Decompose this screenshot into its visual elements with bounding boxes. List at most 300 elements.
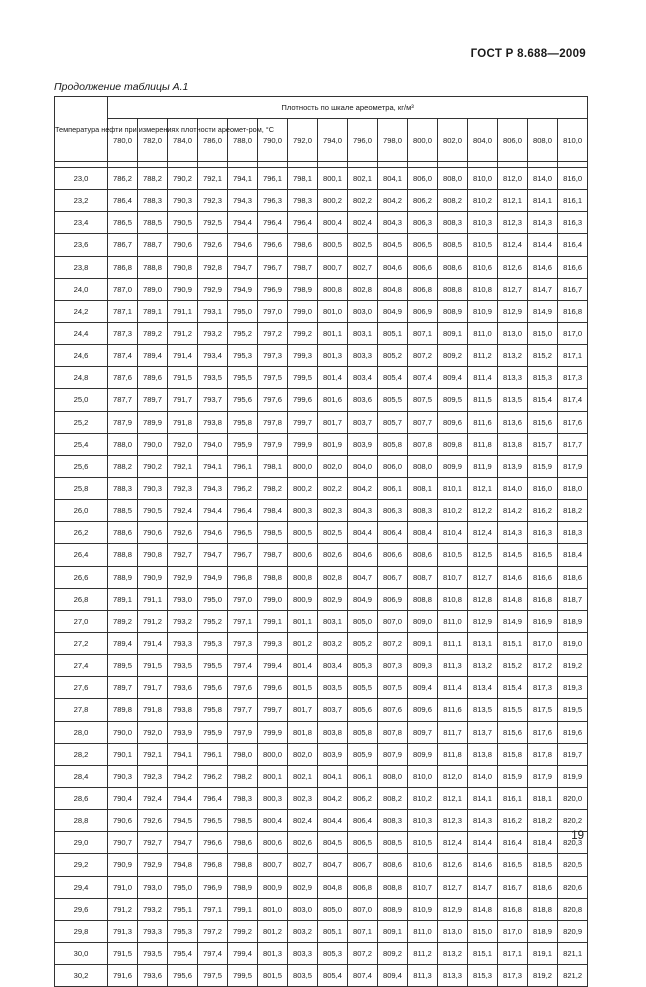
density-cell: 803,7: [318, 699, 348, 721]
density-cell: 796,1: [198, 743, 228, 765]
density-cell: 805,9: [348, 743, 378, 765]
density-cell: 812,1: [438, 787, 468, 809]
density-cell: 798,1: [288, 168, 318, 190]
density-cell: 798,2: [258, 477, 288, 499]
density-cell: 800,7: [318, 256, 348, 278]
density-column-header: 788,0: [228, 119, 258, 162]
density-cell: 810,8: [438, 588, 468, 610]
density-cell: 816,4: [558, 234, 588, 256]
density-cell: 814,4: [528, 234, 558, 256]
density-cell: 799,2: [228, 920, 258, 942]
density-cell: 817,9: [528, 765, 558, 787]
density-cell: 819,1: [528, 942, 558, 964]
density-cell: 793,7: [198, 389, 228, 411]
density-cell: 792,7: [168, 544, 198, 566]
density-cell: 811,7: [438, 721, 468, 743]
density-cell: 793,9: [168, 721, 198, 743]
density-cell: 790,9: [168, 278, 198, 300]
density-cell: 803,7: [348, 411, 378, 433]
density-cell: 796,9: [258, 278, 288, 300]
density-cell: 787,4: [108, 345, 138, 367]
density-cell: 806,4: [378, 522, 408, 544]
density-cell: 795,9: [228, 433, 258, 455]
density-cell: 804,9: [348, 588, 378, 610]
density-cell: 792,3: [168, 477, 198, 499]
density-cell: 812,0: [498, 168, 528, 190]
density-cell: 800,6: [288, 544, 318, 566]
density-cell: 809,6: [408, 699, 438, 721]
density-cell: 791,7: [168, 389, 198, 411]
density-cell: 806,6: [378, 544, 408, 566]
density-cell: 799,5: [228, 965, 258, 987]
density-cell: 792,9: [138, 854, 168, 876]
density-cell: 808,5: [438, 234, 468, 256]
temperature-cell: 29,0: [55, 832, 108, 854]
density-cell: 803,1: [318, 610, 348, 632]
density-cell: 793,0: [138, 876, 168, 898]
density-cell: 795,0: [198, 588, 228, 610]
density-cell: 792,1: [168, 455, 198, 477]
density-cell: 792,4: [168, 500, 198, 522]
density-cell: 802,2: [348, 190, 378, 212]
density-cell: 799,1: [258, 610, 288, 632]
density-cell: 804,6: [348, 544, 378, 566]
density-cell: 794,8: [168, 854, 198, 876]
density-cell: 793,6: [168, 677, 198, 699]
table-row: [55, 322, 588, 344]
density-cell: 796,5: [198, 810, 228, 832]
density-cell: 786,7: [108, 234, 138, 256]
density-column-header: 810,0: [558, 119, 588, 162]
density-cell: 818,9: [558, 610, 588, 632]
density-cell: 799,4: [228, 942, 258, 964]
density-cell: 797,2: [258, 322, 288, 344]
density-cell: 794,9: [198, 566, 228, 588]
density-cell: 793,2: [168, 610, 198, 632]
density-cell: 791,5: [168, 367, 198, 389]
density-cell: 794,5: [168, 810, 198, 832]
temperature-cell: 28,2: [55, 743, 108, 765]
density-cell: 810,2: [438, 500, 468, 522]
density-cell: 814,9: [498, 610, 528, 632]
density-cell: 801,3: [258, 942, 288, 964]
density-cell: 810,5: [408, 832, 438, 854]
density-cell: 801,6: [318, 389, 348, 411]
density-cell: 806,9: [408, 300, 438, 322]
density-cell: 809,9: [408, 743, 438, 765]
density-cell: 817,6: [528, 721, 558, 743]
density-cell: 807,1: [408, 322, 438, 344]
temperature-column-header: Температура нефти при измерениях плотности ареомет-ром, °C: [55, 97, 108, 162]
density-cell: 801,5: [288, 677, 318, 699]
density-cell: 804,7: [348, 566, 378, 588]
table-row: [55, 256, 588, 278]
density-cell: 794,1: [228, 168, 258, 190]
density-cell: 789,8: [108, 699, 138, 721]
density-cell: 807,0: [348, 898, 378, 920]
temperature-cell: 28,4: [55, 765, 108, 787]
density-cell: 789,7: [108, 677, 138, 699]
temperature-cell: 25,0: [55, 389, 108, 411]
density-cell: 812,6: [438, 854, 468, 876]
density-cell: 815,8: [498, 743, 528, 765]
density-cell: 795,3: [168, 920, 198, 942]
density-column-header: 808,0: [528, 119, 558, 162]
density-cell: 798,7: [288, 256, 318, 278]
density-cell: 797,4: [228, 655, 258, 677]
density-cell: 804,2: [348, 477, 378, 499]
density-cell: 807,5: [378, 677, 408, 699]
density-cell: 798,2: [228, 765, 258, 787]
density-cell: 792,3: [198, 190, 228, 212]
density-cell: 799,0: [258, 588, 288, 610]
density-cell: 809,1: [378, 920, 408, 942]
density-cell: 815,9: [498, 765, 528, 787]
density-cell: 800,3: [288, 500, 318, 522]
density-cell: 806,8: [408, 278, 438, 300]
density-cell: 800,8: [318, 278, 348, 300]
density-cell: 805,0: [318, 898, 348, 920]
density-cell: 795,5: [228, 367, 258, 389]
density-cell: 800,2: [318, 190, 348, 212]
table-row: [55, 367, 588, 389]
density-cell: 812,5: [468, 544, 498, 566]
density-cell: 813,8: [498, 433, 528, 455]
density-cell: 799,3: [288, 345, 318, 367]
density-cell: 818,2: [558, 500, 588, 522]
density-cell: 789,1: [108, 588, 138, 610]
density-cell: 820,3: [558, 832, 588, 854]
density-column-header: 800,0: [408, 119, 438, 162]
density-cell: 796,7: [228, 544, 258, 566]
density-cell: 814,0: [528, 168, 558, 190]
density-cell: 788,8: [138, 256, 168, 278]
density-cell: 791,2: [108, 898, 138, 920]
density-cell: 807,2: [378, 632, 408, 654]
density-cell: 810,3: [408, 810, 438, 832]
density-cell: 809,0: [408, 610, 438, 632]
density-cell: 805,7: [378, 411, 408, 433]
density-group-header: Плотность по шкале ареометра, кг/м³: [108, 97, 588, 119]
density-cell: 801,1: [318, 322, 348, 344]
density-cell: 812,1: [498, 190, 528, 212]
table-row: [55, 632, 588, 654]
density-cell: 789,9: [138, 411, 168, 433]
density-cell: 798,7: [258, 544, 288, 566]
density-cell: 818,4: [558, 544, 588, 566]
density-cell: 792,0: [138, 721, 168, 743]
density-cell: 790,8: [138, 544, 168, 566]
density-cell: 810,7: [408, 876, 438, 898]
density-cell: 804,4: [348, 522, 378, 544]
density-cell: 788,5: [138, 212, 168, 234]
density-cell: 802,5: [318, 522, 348, 544]
density-cell: 815,0: [468, 920, 498, 942]
density-cell: 820,8: [558, 898, 588, 920]
density-cell: 810,0: [408, 765, 438, 787]
density-cell: 795,2: [228, 322, 258, 344]
table-row: [55, 942, 588, 964]
density-cell: 808,6: [438, 256, 468, 278]
temperature-cell: 30,0: [55, 942, 108, 964]
density-cell: 797,2: [198, 920, 228, 942]
density-cell: 811,1: [438, 632, 468, 654]
density-cell: 813,3: [498, 367, 528, 389]
density-cell: 809,1: [438, 322, 468, 344]
density-cell: 816,0: [558, 168, 588, 190]
temperature-cell: 26,6: [55, 566, 108, 588]
density-cell: 794,0: [198, 433, 228, 455]
density-cell: 808,2: [378, 787, 408, 809]
density-cell: 802,6: [318, 544, 348, 566]
density-cell: 802,0: [318, 455, 348, 477]
density-cell: 817,3: [558, 367, 588, 389]
density-cell: 805,8: [378, 433, 408, 455]
density-cell: 790,9: [138, 566, 168, 588]
density-cell: 816,9: [528, 610, 558, 632]
density-cell: 821,2: [558, 965, 588, 987]
temperature-cell: 27,0: [55, 610, 108, 632]
density-cell: 798,1: [258, 455, 288, 477]
density-cell: 797,8: [258, 411, 288, 433]
density-cell: 813,5: [468, 699, 498, 721]
density-cell: 791,4: [168, 345, 198, 367]
density-cell: 818,6: [528, 876, 558, 898]
density-cell: 814,3: [468, 810, 498, 832]
density-cell: 788,3: [138, 190, 168, 212]
density-cell: 812,9: [498, 300, 528, 322]
density-column-header: 782,0: [138, 119, 168, 162]
density-cell: 806,2: [348, 787, 378, 809]
temperature-cell: 28,8: [55, 810, 108, 832]
density-cell: 819,3: [558, 677, 588, 699]
density-cell: 792,7: [138, 832, 168, 854]
density-cell: 812,4: [438, 832, 468, 854]
density-cell: 820,9: [558, 920, 588, 942]
density-cell: 791,8: [168, 411, 198, 433]
density-cell: 811,6: [468, 411, 498, 433]
density-cell: 787,9: [108, 411, 138, 433]
density-cell: 802,9: [318, 588, 348, 610]
density-cell: 820,0: [558, 787, 588, 809]
density-cell: 803,4: [318, 655, 348, 677]
density-cell: 810,8: [468, 278, 498, 300]
density-cell: 814,3: [528, 212, 558, 234]
density-cell: 809,1: [408, 632, 438, 654]
density-cell: 809,6: [438, 411, 468, 433]
density-cell: 817,1: [558, 345, 588, 367]
density-cell: 804,3: [378, 212, 408, 234]
density-cell: 803,9: [348, 433, 378, 455]
density-cell: 816,7: [558, 278, 588, 300]
density-cell: 810,6: [408, 854, 438, 876]
density-cell: 801,7: [288, 699, 318, 721]
density-cell: 812,4: [498, 234, 528, 256]
density-cell: 794,1: [198, 455, 228, 477]
density-cell: 804,4: [318, 810, 348, 832]
temperature-cell: 29,2: [55, 854, 108, 876]
table-row: [55, 278, 588, 300]
density-cell: 802,1: [288, 765, 318, 787]
density-cell: 792,6: [138, 810, 168, 832]
density-cell: 818,8: [528, 898, 558, 920]
density-cell: 817,8: [528, 743, 558, 765]
density-cell: 801,4: [318, 367, 348, 389]
density-cell: 787,7: [108, 389, 138, 411]
density-cell: 812,2: [468, 500, 498, 522]
density-cell: 811,0: [438, 610, 468, 632]
density-cell: 812,1: [468, 477, 498, 499]
density-cell: 812,8: [468, 588, 498, 610]
density-cell: 818,7: [558, 588, 588, 610]
temperature-cell: 28,0: [55, 721, 108, 743]
density-cell: 802,0: [288, 743, 318, 765]
density-cell: 795,3: [228, 345, 258, 367]
density-cell: 804,6: [378, 256, 408, 278]
density-cell: 812,9: [438, 898, 468, 920]
density-cell: 794,7: [168, 832, 198, 854]
density-cell: 806,7: [348, 854, 378, 876]
density-cell: 813,2: [468, 655, 498, 677]
density-cell: 815,1: [468, 942, 498, 964]
table-row: [55, 522, 588, 544]
density-cell: 792,3: [138, 765, 168, 787]
density-cell: 809,4: [408, 677, 438, 699]
density-cell: 814,8: [468, 898, 498, 920]
density-cell: 800,8: [288, 566, 318, 588]
density-cell: 810,5: [438, 544, 468, 566]
density-cell: 810,2: [468, 190, 498, 212]
density-cell: 807,2: [408, 345, 438, 367]
density-cell: 803,2: [318, 632, 348, 654]
density-cell: 800,0: [288, 455, 318, 477]
density-cell: 814,7: [528, 278, 558, 300]
density-cell: 803,4: [348, 367, 378, 389]
density-cell: 799,9: [258, 721, 288, 743]
density-cell: 790,7: [108, 832, 138, 854]
density-cell: 808,0: [378, 765, 408, 787]
density-cell: 792,5: [198, 212, 228, 234]
table-row: [55, 190, 588, 212]
table-row: [55, 588, 588, 610]
density-cell: 806,0: [378, 455, 408, 477]
density-cell: 810,3: [468, 212, 498, 234]
density-cell: 819,2: [558, 655, 588, 677]
density-cell: 814,8: [498, 588, 528, 610]
temperature-cell: 27,2: [55, 632, 108, 654]
density-cell: 808,1: [408, 477, 438, 499]
density-cell: 792,6: [198, 234, 228, 256]
table-row: [55, 455, 588, 477]
density-cell: 817,5: [528, 699, 558, 721]
density-cell: 799,6: [258, 677, 288, 699]
density-cell: 806,7: [378, 566, 408, 588]
density-cell: 817,1: [498, 942, 528, 964]
density-cell: 786,4: [108, 190, 138, 212]
density-cell: 794,3: [198, 477, 228, 499]
density-column-header: 784,0: [168, 119, 198, 162]
density-cell: 808,3: [378, 810, 408, 832]
density-cell: 811,9: [468, 455, 498, 477]
table-row: [55, 898, 588, 920]
density-cell: 810,9: [408, 898, 438, 920]
table-row: [55, 212, 588, 234]
density-cell: 805,1: [318, 920, 348, 942]
density-cell: 806,1: [378, 477, 408, 499]
density-column-header: 780,0: [108, 119, 138, 162]
density-cell: 818,0: [558, 477, 588, 499]
density-cell: 812,7: [438, 876, 468, 898]
density-cell: 809,2: [438, 345, 468, 367]
density-cell: 795,0: [168, 876, 198, 898]
density-cell: 813,2: [498, 345, 528, 367]
density-cell: 794,4: [228, 212, 258, 234]
density-cell: 811,0: [468, 322, 498, 344]
density-cell: 787,1: [108, 300, 138, 322]
density-cell: 792,1: [198, 168, 228, 190]
density-cell: 815,3: [528, 367, 558, 389]
table-body: [55, 168, 588, 987]
density-cell: 795,8: [228, 411, 258, 433]
temperature-cell: 23,4: [55, 212, 108, 234]
density-column-header: 794,0: [318, 119, 348, 162]
table-row: [55, 544, 588, 566]
density-cell: 808,6: [378, 854, 408, 876]
density-cell: 816,5: [498, 854, 528, 876]
temperature-cell: 24,6: [55, 345, 108, 367]
density-cell: 816,3: [528, 522, 558, 544]
density-cell: 793,5: [198, 367, 228, 389]
density-cell: 797,6: [228, 677, 258, 699]
density-cell: 799,5: [288, 367, 318, 389]
table-row: [55, 300, 588, 322]
density-cell: 808,7: [408, 566, 438, 588]
density-cell: 794,7: [198, 544, 228, 566]
density-cell: 805,6: [348, 699, 378, 721]
density-cell: 798,8: [258, 566, 288, 588]
density-table: [54, 96, 588, 987]
density-cell: 817,9: [558, 455, 588, 477]
density-cell: 790,5: [138, 500, 168, 522]
density-cell: 813,5: [498, 389, 528, 411]
density-cell: 808,3: [408, 500, 438, 522]
density-cell: 791,0: [108, 876, 138, 898]
density-cell: 803,3: [348, 345, 378, 367]
density-cell: 792,9: [168, 566, 198, 588]
density-cell: 796,2: [228, 477, 258, 499]
density-cell: 819,5: [558, 699, 588, 721]
density-cell: 798,9: [288, 278, 318, 300]
density-cell: 804,2: [318, 787, 348, 809]
density-cell: 794,1: [168, 743, 198, 765]
density-cell: 790,2: [168, 168, 198, 190]
density-cell: 793,8: [198, 411, 228, 433]
density-cell: 790,4: [108, 787, 138, 809]
density-cell: 796,3: [258, 190, 288, 212]
density-cell: 788,8: [108, 544, 138, 566]
density-cell: 807,9: [378, 743, 408, 765]
density-cell: 791,5: [138, 655, 168, 677]
density-cell: 799,9: [288, 433, 318, 455]
table-row: [55, 787, 588, 809]
density-cell: 796,4: [288, 212, 318, 234]
density-cell: 795,3: [198, 632, 228, 654]
density-cell: 816,6: [528, 566, 558, 588]
temperature-cell: 24,4: [55, 322, 108, 344]
density-cell: 807,4: [408, 367, 438, 389]
density-cell: 790,1: [108, 743, 138, 765]
density-cell: 786,8: [108, 256, 138, 278]
